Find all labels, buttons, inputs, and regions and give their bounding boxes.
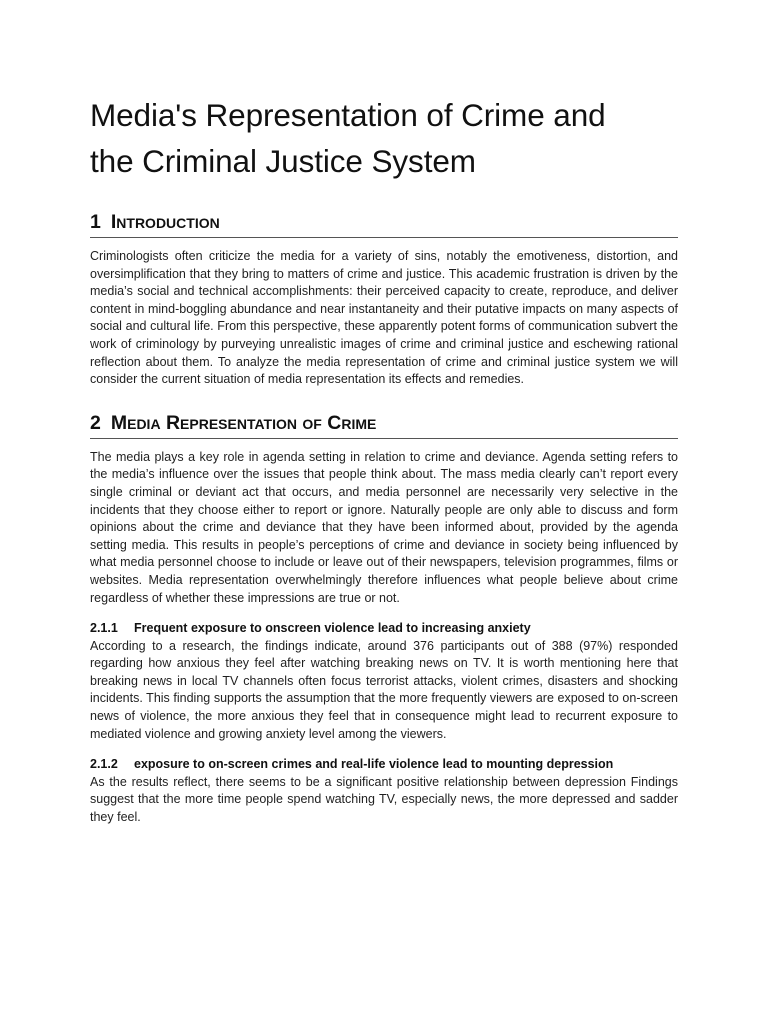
anxiety-paragraph: According to a research, the findings indicate, around 376 participants out of 388 (97%) responded regarding how anxious they feel after watching breaking news on TV. It is worth mentioning here that breaking news in local TV channels often focus terrorist attacks, violent crimes, disasters and shocking incidents. This finding supports the assumption that the more frequently viewers are exposed to on-screen news of violence, the more anxious they feel that in consequence might lead to recurrent exposure to mediated violence and growing anxiety level among the viewers. [90,638,678,741]
subsection-heading-depression [90,756,678,774]
document-title-line-2: the Criminal Justice System [90,143,476,179]
document-page [90,0,678,827]
subsection-title: exposure to on-screen crimes and real-life violence lead to mounting depression [134,757,614,772]
introduction-paragraph: Criminologists often criticize the media for a variety of sins, notably the emotiveness, distortion, and oversimplification that they bring to matters of crime and justice. This academic frustration is driven by the media’s social and technical accomplishments: their perceived capacity to create, reproduce, and deliver content in mind-boggling abundance and near instantaneity and their putative impacts on many aspects of social and cultural life. From this perspective, these apparently potent forms of communication subvert the work of criminology by purveying unrealistic images of crime and criminal justice and eschewing rational reflection about them. To analyze the media representation of crime and criminal justice system we will consider the current situation of media representation its effects and remedies. [90,249,678,387]
section-title: Introduction [110,211,220,233]
document-title-line-1: Media's Representation of Crime and [90,97,606,133]
depression-paragraph: As the results reflect, there seems to be a significant positive relationship between depression Findings suggest that the more time people spend watching TV, especially news, the more depressed and sadder they feel. [90,774,678,825]
section-number: 2 [90,411,101,434]
section-title: Media Representation of Crime [110,411,377,434]
section-heading-media-representation [90,411,678,439]
subsection-number: 2.1.2 [90,757,118,772]
subsection-number: 2.1.1 [90,621,118,636]
document-title [90,92,678,184]
subsection-heading-anxiety [90,620,678,638]
section-heading-introduction [90,210,678,238]
subsection-title: Frequent exposure to onscreen violence lead to increasing anxiety [134,621,531,636]
media-representation-paragraph: The media plays a key role in agenda setting in relation to crime and deviance. Agenda setting refers to the media’s influence over the issues that people think about. The mass media clearly can’t report every single criminal or deviant act that occurs, and media personnel are necessarily very selective in the incidents that they choose either to report or ignore. Naturally people are only able to discuss and form opinions about the crime and deviance that they have been informed about, provided by the agenda setting media. This results in people’s perceptions of crime and deviance in society being influenced by what media personnel choose to include or leave out of their newspapers, television programmes, films or websites. Media representation overwhelmingly therefore influences what people believe about crime regardless of whether these impressions are true or not. [90,449,678,605]
section-number: 1 [90,211,101,233]
